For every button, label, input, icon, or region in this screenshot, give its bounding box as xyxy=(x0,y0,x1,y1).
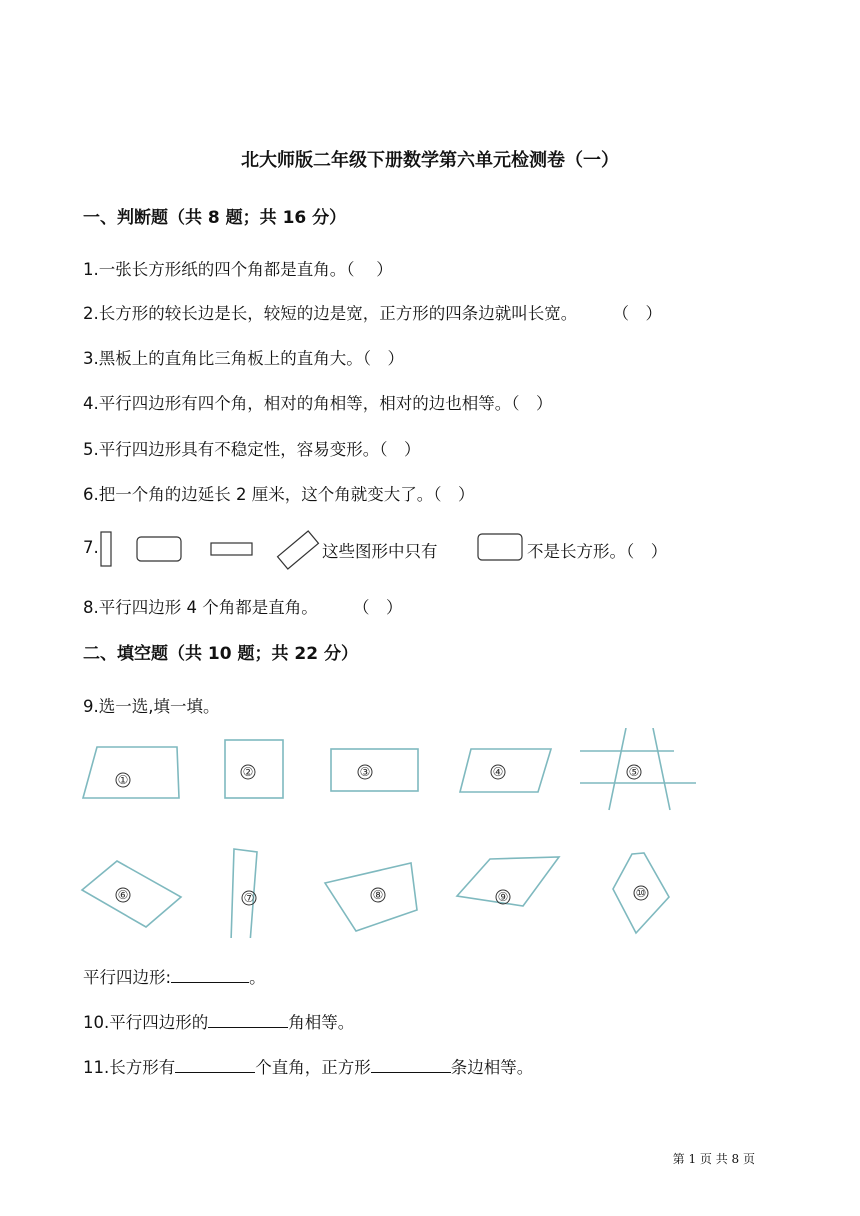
question-10-suffix: 角相等。 xyxy=(288,1013,355,1032)
label-5: ⑤ xyxy=(628,765,640,779)
answer-suffix: 。 xyxy=(249,968,266,987)
rounded-rectangle-icon xyxy=(476,532,526,564)
question-8-paren: （ ） xyxy=(352,598,403,617)
question-10-blank[interactable] xyxy=(208,1009,288,1028)
question-11-suffix: 条边相等。 xyxy=(450,1058,534,1077)
question-11-blank-1[interactable] xyxy=(175,1054,255,1073)
page-footer: 第 1 页 共 8 页 xyxy=(672,1152,755,1166)
shape-1-trapezoid xyxy=(83,747,179,798)
label-10: ⑩ xyxy=(635,886,647,900)
shape-4-parallelogram xyxy=(460,749,551,792)
question-11-blank-2[interactable] xyxy=(371,1054,451,1073)
label-7: ⑦ xyxy=(243,891,255,905)
question-9-answer xyxy=(83,964,266,988)
question-7-shapes xyxy=(96,528,322,574)
question-5: 5.平行四边形具有不稳定性，容易变形。（ ） xyxy=(83,440,421,459)
question-7-end: 不是长方形。（ ） xyxy=(527,542,668,561)
question-9-figure xyxy=(78,728,708,938)
question-9: 9.选一选,填一填。 xyxy=(83,697,220,716)
label-2: ② xyxy=(242,765,254,779)
label-8: ⑧ xyxy=(372,888,384,902)
question-2 xyxy=(83,300,662,324)
page-title: 北大师版二年级下册数学第六单元检测卷（一） xyxy=(241,150,619,171)
question-10-prefix: 10.平行四边形的 xyxy=(83,1013,209,1032)
tall-rectangle-shape xyxy=(101,532,111,566)
question-11-middle: 个直角，正方形 xyxy=(255,1058,371,1077)
question-2-text: 2.长方形的较长边是长，较短的边是宽，正方形的四条边就叫长宽。 xyxy=(83,304,578,323)
label-9: ⑨ xyxy=(497,890,509,904)
question-4: 4.平行四边形有四个角，相对的角相等，相对的边也相等。（ ） xyxy=(83,394,553,413)
rounded-rectangle-shape xyxy=(137,537,181,561)
question-7-middle: 这些图形中只有 xyxy=(322,542,438,561)
shape-6-parallelogram xyxy=(82,861,181,927)
question-10 xyxy=(83,1009,354,1033)
label-6: ⑥ xyxy=(117,888,129,902)
question-8-text: 8.平行四边形 4 个角都是直角。 xyxy=(83,598,318,617)
section-2-heading: 二、填空题（共 10 题；共 22 分） xyxy=(83,644,358,664)
label-3: ③ xyxy=(359,765,371,779)
flat-rectangle-shape xyxy=(211,543,252,555)
question-2-paren: （ ） xyxy=(612,304,662,323)
question-11-prefix: 11.长方形有 xyxy=(83,1058,176,1077)
question-6: 6.把一个角的边延长 2 厘米，这个角就变大了。（ ） xyxy=(83,485,475,504)
question-8 xyxy=(83,594,402,618)
tilted-rectangle-shape xyxy=(278,531,319,569)
answer-blank[interactable] xyxy=(171,964,249,983)
answer-prefix: 平行四边形: xyxy=(83,968,172,987)
question-1: 1.一张长方形纸的四个角都是直角。（ ） xyxy=(83,260,393,279)
shape-3-rectangle xyxy=(331,749,418,791)
label-1: ① xyxy=(117,773,129,787)
question-3: 3.黑板上的直角比三角板上的直角大。（ ） xyxy=(83,349,404,368)
section-1-heading: 一、判断题（共 8 题；共 16 分） xyxy=(83,208,347,228)
question-11 xyxy=(83,1054,533,1078)
question-7-number: 7. xyxy=(83,538,99,557)
label-4: ④ xyxy=(492,765,504,779)
